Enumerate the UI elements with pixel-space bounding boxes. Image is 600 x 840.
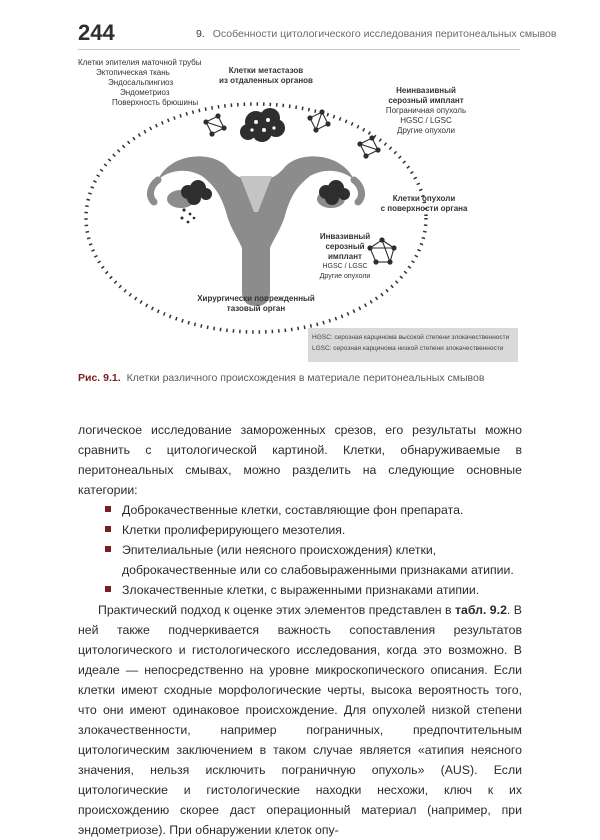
label-line: серозный имплант bbox=[388, 96, 464, 105]
label-line: из отдаленных органов bbox=[219, 76, 313, 85]
label-line: Клетки опухоли bbox=[392, 194, 456, 203]
left-fimbria bbox=[151, 180, 158, 202]
label-line: Клетки метастазов bbox=[228, 66, 304, 75]
body-text bbox=[78, 420, 522, 840]
header-divider bbox=[78, 49, 520, 50]
noninvasive-implant-label bbox=[378, 86, 474, 136]
surgical-organ-label bbox=[184, 294, 328, 314]
page-number: 244 bbox=[78, 20, 115, 45]
list-item-text: Эпителиальные (или неясного происхождения) клетки, доброкачественные или со слабовыраженными признаками атипии. bbox=[122, 543, 514, 577]
label-line: Инвазивный bbox=[319, 232, 371, 241]
bullet-icon bbox=[105, 586, 111, 592]
intro-paragraph: логическое исследование замороженных срезов, его результаты можно сравнить с цитологической картиной. Клетки, обнаруживаемые в перитонеальных смывах, можно разделить на следующие основные категории: bbox=[78, 423, 522, 497]
main-paragraph bbox=[78, 600, 522, 840]
list-item bbox=[78, 500, 522, 520]
label-line: тазовый орган bbox=[226, 304, 286, 313]
label-line: Другие опухоли bbox=[397, 126, 455, 135]
label-line: Неинвазивный bbox=[396, 86, 456, 95]
figure-9-1 bbox=[78, 52, 520, 364]
caption-text: Клетки различного происхождения в материале перитонеальных смывов bbox=[126, 372, 485, 384]
list-item-text: Клетки пролиферирующего мезотелия. bbox=[122, 523, 346, 537]
network-icon-right bbox=[357, 135, 380, 158]
origin-list-label bbox=[78, 58, 202, 108]
list-item-text: Доброкачественные клетки, составляющие фон препарата. bbox=[122, 503, 464, 517]
label-line: имплант bbox=[328, 252, 362, 261]
legend-hgsc: HGSC: серозная карцинома высокой степени злокачественности bbox=[312, 334, 510, 341]
list-item bbox=[78, 580, 522, 600]
origin-item: Клетки эпителия маточной трубы bbox=[78, 58, 202, 67]
tumor-surface-label bbox=[376, 194, 472, 214]
chapter-number: 9. bbox=[196, 28, 205, 40]
label-line: Хирургически поврежденный bbox=[197, 294, 315, 303]
invasive-implant-label bbox=[314, 232, 376, 282]
network-icon-top-right bbox=[307, 109, 330, 132]
category-list bbox=[78, 500, 522, 600]
figure-caption bbox=[78, 372, 484, 384]
list-item-text: Злокачественные клетки, с выраженными признаками атипии. bbox=[122, 583, 480, 597]
bullet-icon bbox=[105, 506, 111, 512]
list-item bbox=[78, 540, 522, 580]
label-line: с поверхности органа bbox=[380, 204, 468, 213]
metastasis-cloud-icon bbox=[240, 108, 285, 142]
running-header bbox=[196, 28, 556, 40]
list-item bbox=[78, 520, 522, 540]
label-line: HGSC / LGSC bbox=[322, 263, 368, 270]
right-fimbria bbox=[354, 180, 361, 202]
label-line: Другие опухоли bbox=[319, 273, 371, 280]
bullet-icon bbox=[105, 546, 111, 552]
origin-item: Поверхность брюшины bbox=[112, 98, 199, 107]
label-line: серозный bbox=[325, 242, 365, 251]
paragraph-text: Практический подход к оценке этих элементов представлен в bbox=[98, 603, 452, 617]
legend-lgsc: LGSC: серозная карцинома низкой степени злокачественности bbox=[312, 345, 504, 352]
chapter-title: Особенности цитологического исследования перитонеальных смывов bbox=[212, 28, 557, 40]
label-line: Пограничная опухоль bbox=[385, 106, 467, 115]
origin-item: Эктопическая ткань bbox=[96, 68, 170, 77]
network-icon-left bbox=[203, 113, 226, 136]
metastases-label bbox=[206, 66, 326, 86]
caption-label: Рис. 9.1. bbox=[78, 372, 121, 384]
origin-item: Эндометриоз bbox=[120, 88, 170, 97]
label-line: HGSC / LGSC bbox=[400, 116, 452, 125]
table-reference[interactable]: табл. 9.2 bbox=[454, 603, 507, 617]
paragraph-text: . В ней также подчеркивается важность сопоставления результатов цитологического и гистологического исследования, когда это возможно. В идеале — непосредственно на уровне микроскопического описания. Если клетки имеют сходные морфологические черты, высока вероятность того, что они имеют одинаковое происхождение. Для опухолей низкой степени злокачественности, например пограничных, предпочтительным цитологическим заключением в таком случае является «атипия неясного значения, нельзя исключить пограничную опухоль» (AUS). Если цитологические и гистологические находки несхожи, ключ к их происхождению скорее даст операционный материал (например, при эндометриозе). При обнаружении клеток опу- bbox=[78, 603, 522, 837]
bullet-icon bbox=[105, 526, 111, 532]
origin-item: Эндосальпингиоз bbox=[108, 78, 174, 87]
abbreviation-legend bbox=[308, 328, 518, 362]
